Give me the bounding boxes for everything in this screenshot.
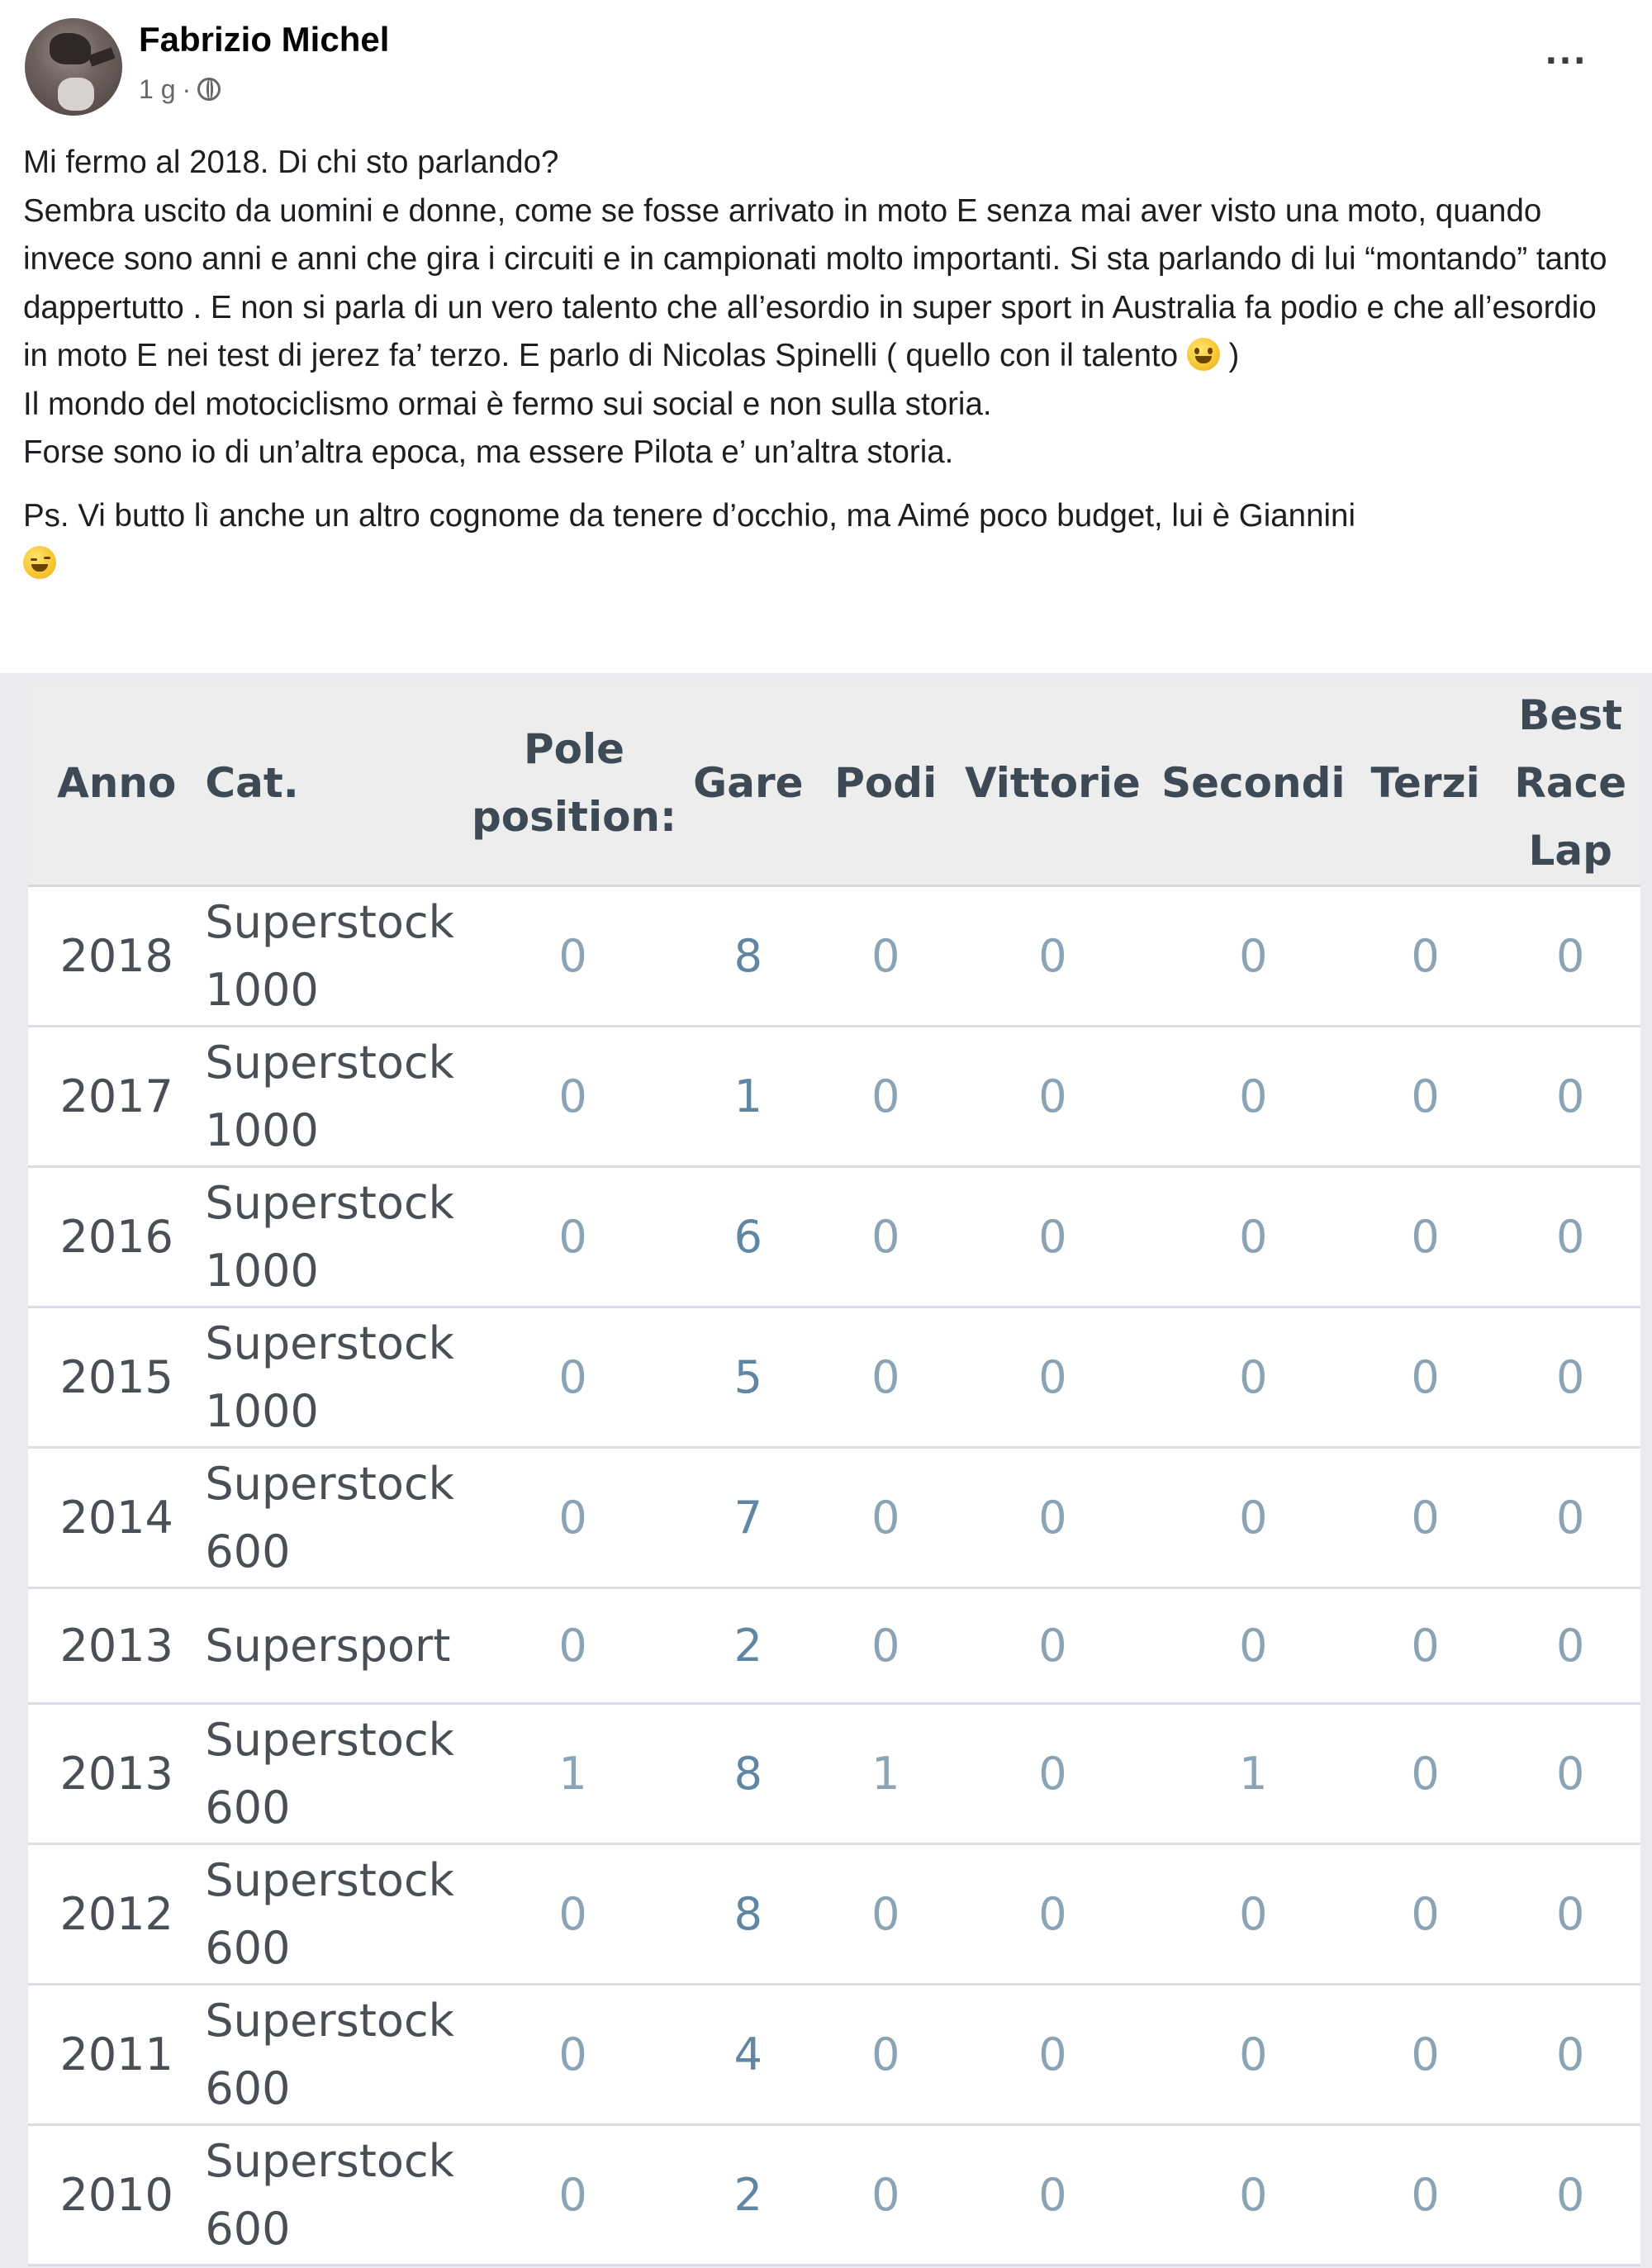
cell-best: 0 [1500, 1167, 1640, 1307]
smiling-emoji-icon [1187, 338, 1220, 371]
cell-secondi: 0 [1156, 1027, 1351, 1167]
post-paragraph: Mi fermo al 2018. Di chi sto parlando? [23, 145, 559, 180]
cell-gare: 1 [674, 1027, 823, 1167]
cell-pole: 0 [472, 1985, 674, 2125]
cell-pole: 0 [472, 1588, 674, 1704]
header-anno: Anno [28, 681, 205, 886]
table-row [28, 1844, 1640, 1985]
table-row [28, 1307, 1640, 1448]
cell-best: 0 [1500, 886, 1640, 1027]
cell-terzi: 0 [1351, 886, 1501, 1027]
header-best-race-lap: Best Race Lap [1500, 681, 1640, 886]
cell-best: 0 [1500, 1704, 1640, 1844]
cell-vittorie: 0 [949, 1704, 1156, 1844]
table-row [28, 2125, 1640, 2266]
cell-secondi: 1 [1156, 1704, 1351, 1844]
cell-podi: 0 [823, 1027, 949, 1167]
post-ps: Ps. Vi butto lì anche un altro cognome da tenere d’occhio, ma Aimé poco budget, lui è Giannini [23, 492, 1626, 589]
meta-separator: · [182, 74, 192, 104]
cell-anno: 2017 [28, 1027, 205, 1167]
cell-cat: Superstock 1000 [205, 1167, 472, 1307]
cell-pole: 0 [472, 1167, 674, 1307]
cell-best: 0 [1500, 1027, 1640, 1167]
cell-secondi: 0 [1156, 1985, 1351, 2125]
cell-terzi: 0 [1351, 1588, 1501, 1704]
globe-icon[interactable] [197, 78, 221, 101]
cell-best: 0 [1500, 1588, 1640, 1704]
post-text [23, 139, 1626, 589]
cell-podi: 0 [823, 1844, 949, 1985]
cell-vittorie: 0 [949, 1844, 1156, 1985]
header-gare: Gare [674, 681, 823, 886]
cell-pole: 0 [472, 886, 674, 1027]
cell-anno: 2011 [28, 1985, 205, 2125]
post-paragraph: Forse sono io di un’altra epoca, ma essere Pilota e’ un’altra storia. [23, 434, 954, 470]
cell-gare: 7 [674, 1448, 823, 1588]
cell-vittorie: 0 [949, 1307, 1156, 1448]
cell-podi: 0 [823, 1307, 949, 1448]
cell-secondi: 0 [1156, 1844, 1351, 1985]
cell-pole: 0 [472, 1027, 674, 1167]
cell-gare: 8 [674, 1844, 823, 1985]
cell-secondi: 0 [1156, 1167, 1351, 1307]
cell-cat: Superstock 1000 [205, 1027, 472, 1167]
cell-cat: Superstock 1000 [205, 1307, 472, 1448]
cell-best: 0 [1500, 1844, 1640, 1985]
attached-image[interactable] [0, 673, 1652, 2268]
cell-gare: 6 [674, 1167, 823, 1307]
cell-secondi: 0 [1156, 2125, 1351, 2266]
cell-terzi: 0 [1351, 1027, 1501, 1167]
cell-pole: 0 [472, 1307, 674, 1448]
cell-terzi: 0 [1351, 1167, 1501, 1307]
cell-cat: Superstock 1000 [205, 886, 472, 1027]
post-paragraph: Il mondo del motociclismo ormai è fermo sui social e non sulla storia. [23, 386, 992, 422]
cell-anno: 2013 [28, 1704, 205, 1844]
cell-gare: 4 [674, 1985, 823, 2125]
results-table [28, 681, 1640, 2266]
cell-gare: 2 [674, 2125, 823, 2266]
cell-terzi: 0 [1351, 1985, 1501, 2125]
cell-best: 0 [1500, 1985, 1640, 2125]
cell-terzi: 0 [1351, 1448, 1501, 1588]
cell-terzi: 0 [1351, 2125, 1501, 2266]
cell-secondi: 0 [1156, 1307, 1351, 1448]
header-cat: Cat. [205, 681, 472, 886]
cell-secondi: 0 [1156, 886, 1351, 1027]
table-header-row [28, 681, 1640, 886]
cell-gare: 8 [674, 1704, 823, 1844]
header-podi: Podi [823, 681, 949, 886]
cell-podi: 0 [823, 1588, 949, 1704]
cell-vittorie: 0 [949, 1985, 1156, 2125]
cell-vittorie: 0 [949, 1588, 1156, 1704]
cell-anno: 2018 [28, 886, 205, 1027]
cell-anno: 2010 [28, 2125, 205, 2266]
cell-gare: 8 [674, 886, 823, 1027]
avatar[interactable] [25, 18, 122, 116]
header-secondi: Secondi [1156, 681, 1351, 886]
cell-anno: 2013 [28, 1588, 205, 1704]
table-row [28, 1027, 1640, 1167]
table-row [28, 1704, 1640, 1844]
header-pole-position: Pole position: [472, 681, 674, 886]
post-time[interactable]: 1 g [139, 74, 176, 104]
cell-cat: Superstock 600 [205, 1704, 472, 1844]
cell-anno: 2016 [28, 1167, 205, 1307]
more-options-button[interactable]: ··· [1545, 42, 1588, 80]
cell-anno: 2015 [28, 1307, 205, 1448]
post-paragraph: Sembra uscito da uomini e donne, come se fosse arrivato in moto E senza mai aver visto una moto, quando invece sono anni e anni che gira i circuiti e in campionati molto importanti. Si sta parlando di lui “montando” tanto dappertutto . E non si parla di un vero talento che all’esordio in super sport in Australia fa podio e che all’esordio in moto E nei test di jerez fa’ terzo. E parlo di Nicolas Spinelli ( quello con il talento ) [23, 192, 1616, 373]
cell-best: 0 [1500, 1448, 1640, 1588]
cell-cat: Superstock 600 [205, 1448, 472, 1588]
cell-vittorie: 0 [949, 1167, 1156, 1307]
cell-pole: 0 [472, 2125, 674, 2266]
cell-podi: 0 [823, 886, 949, 1027]
table-row [28, 1985, 1640, 2125]
table-row [28, 886, 1640, 1027]
cell-podi: 0 [823, 2125, 949, 2266]
author-name[interactable]: Fabrizio Michel [139, 20, 390, 59]
cell-podi: 0 [823, 1167, 949, 1307]
cell-podi: 0 [823, 1985, 949, 2125]
cell-vittorie: 0 [949, 1448, 1156, 1588]
post-header [0, 0, 1652, 132]
table-row [28, 1167, 1640, 1307]
cell-podi: 1 [823, 1704, 949, 1844]
cell-vittorie: 0 [949, 2125, 1156, 2266]
cell-gare: 2 [674, 1588, 823, 1704]
cell-anno: 2012 [28, 1844, 205, 1985]
cell-pole: 1 [472, 1704, 674, 1844]
cell-secondi: 0 [1156, 1588, 1351, 1704]
cell-vittorie: 0 [949, 1027, 1156, 1167]
winking-emoji-icon [23, 546, 56, 579]
cell-gare: 5 [674, 1307, 823, 1448]
cell-pole: 0 [472, 1448, 674, 1588]
cell-pole: 0 [472, 1844, 674, 1985]
cell-secondi: 0 [1156, 1448, 1351, 1588]
cell-anno: 2014 [28, 1448, 205, 1588]
cell-best: 0 [1500, 1307, 1640, 1448]
cell-terzi: 0 [1351, 1704, 1501, 1844]
cell-cat: Supersport [205, 1588, 472, 1704]
header-vittorie: Vittorie [949, 681, 1156, 886]
cell-podi: 0 [823, 1448, 949, 1588]
table-row [28, 1588, 1640, 1704]
table-row [28, 1448, 1640, 1588]
post-meta [139, 73, 221, 106]
cell-vittorie: 0 [949, 886, 1156, 1027]
cell-cat: Superstock 600 [205, 1844, 472, 1985]
cell-cat: Superstock 600 [205, 2125, 472, 2266]
cell-cat: Superstock 600 [205, 1985, 472, 2125]
header-terzi: Terzi [1351, 681, 1501, 886]
cell-best: 0 [1500, 2125, 1640, 2266]
cell-terzi: 0 [1351, 1307, 1501, 1448]
cell-terzi: 0 [1351, 1844, 1501, 1985]
